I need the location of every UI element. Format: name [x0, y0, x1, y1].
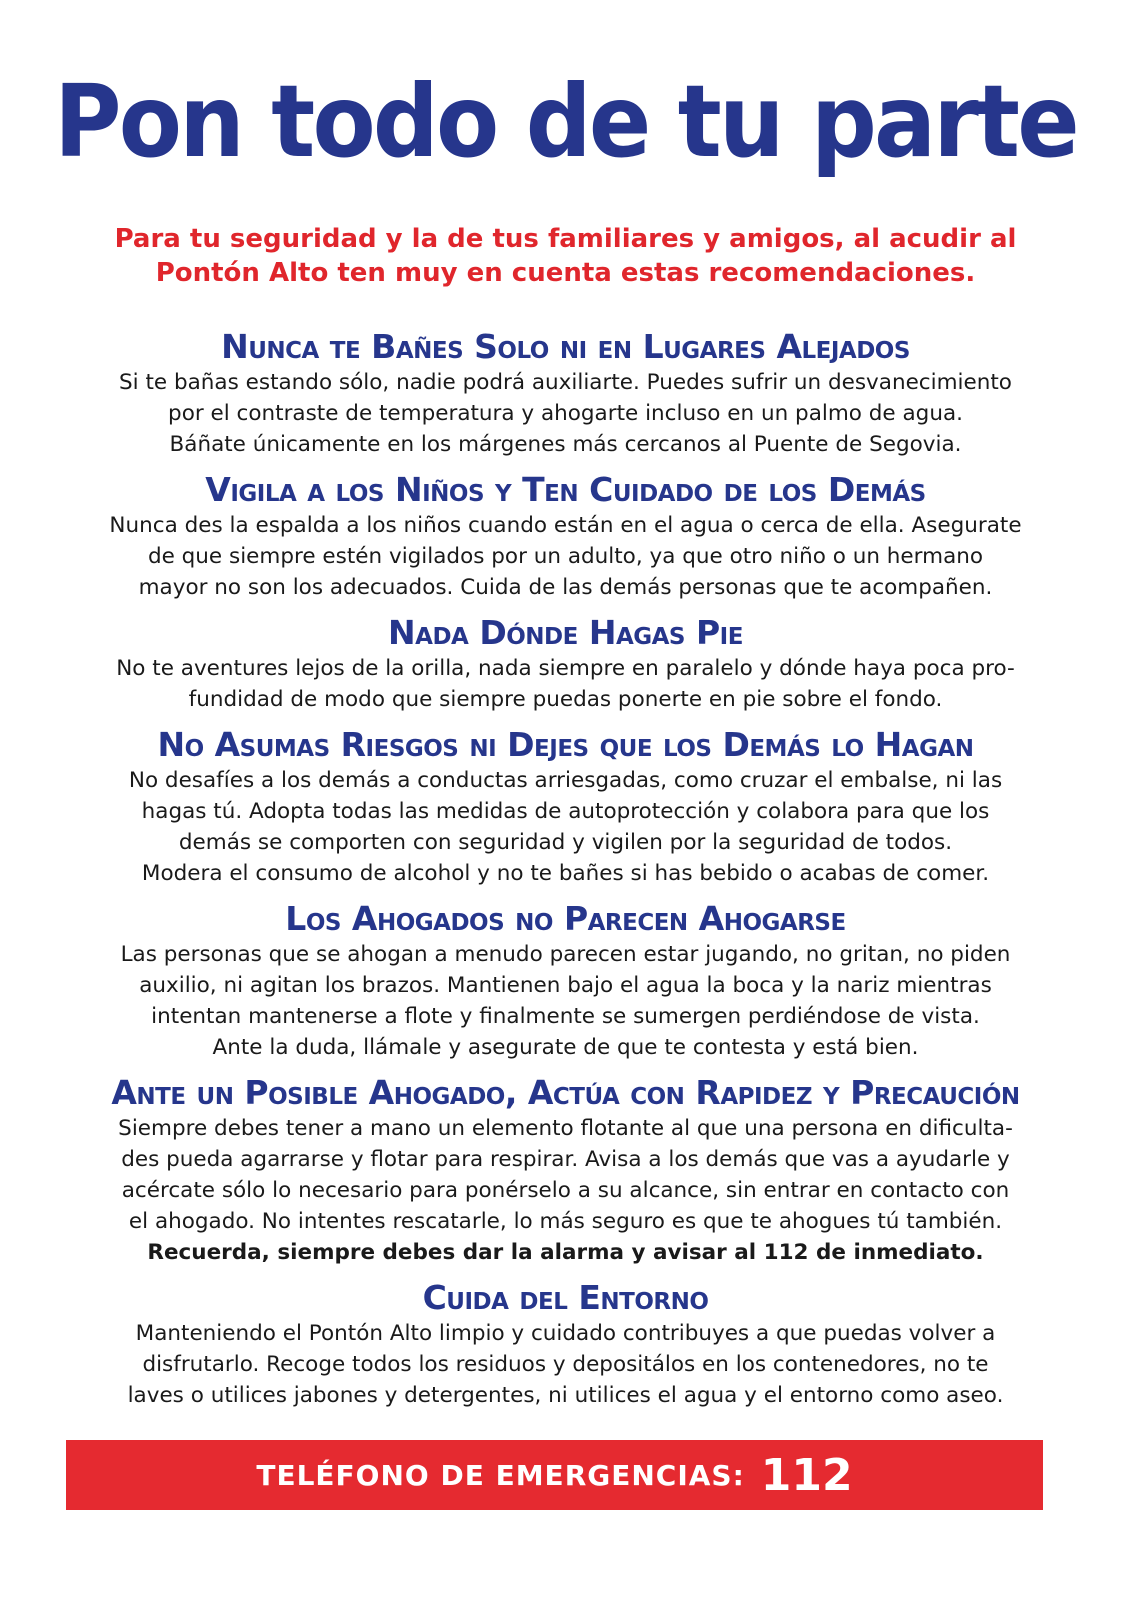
body-line: disfrutarlo. Recoge todos los residuos y depositálos en los contenedores, no te — [142, 1352, 989, 1377]
body-line: demás se comporten con seguridad y vigilen por la seguridad de todos. — [178, 830, 953, 855]
section-title: Ante un Posible Ahogado, Actúa con Rapidez y Precaución — [111, 1073, 1020, 1112]
section-drowning-signs — [55, 899, 1076, 1063]
section-title: Vigila a los Niños y Ten Cuidado de los Demás — [205, 470, 926, 509]
recommendations-list — [55, 327, 1076, 1421]
section-body — [55, 765, 1076, 889]
body-line: fundidad de modo que siempre puedas ponerte en pie sobre el fondo. — [188, 687, 943, 712]
body-line: Si te bañas estando sólo, nadie podrá auxiliarte. Puedes sufrir un desvanecimiento — [119, 370, 1012, 395]
section-body — [55, 510, 1076, 603]
body-line: por el contraste de temperatura y ahogarte incluso en un palmo de agua. — [168, 401, 963, 426]
section-title: No Asumas Riesgos ni Dejes que los Demás lo Hagan — [157, 725, 974, 764]
section-bathe-alone — [55, 327, 1076, 460]
body-line: laves o utilices jabones y detergentes, ni utilices el agua y el entorno como aseo. — [127, 1383, 1004, 1408]
body-line: Ante la duda, llámale y asegurate de que te contesta y está bien. — [212, 1035, 919, 1060]
section-title: Los Ahogados no Parecen Ahogarse — [285, 899, 846, 938]
section-title: Nada Dónde Hagas Pie — [388, 613, 743, 652]
body-line: Nunca des la espalda a los niños cuando están en el agua o cerca de ella. Asegurate — [109, 513, 1022, 538]
body-line: auxilio, ni agitan los brazos. Mantienen bajo el agua la boca y la nariz mientras — [139, 973, 992, 998]
body-line: Modera el consumo de alcohol y no te bañes si has bebido o acabas de comer. — [141, 861, 990, 886]
section-act-fast — [55, 1073, 1076, 1268]
section-environment — [55, 1278, 1076, 1411]
body-line: No desafíes a los demás a conductas arriesgadas, como cruzar el embalse, ni las — [128, 768, 1003, 793]
body-line: Siempre debes tener a mano un elemento flotante al que una persona en dificulta- — [118, 1116, 1013, 1141]
section-swim-shallow — [55, 613, 1076, 715]
body-line: hagas tú. Adopta todas las medidas de autoprotección y colabora para que los — [141, 799, 990, 824]
emergency-label: TELÉFONO DE EMERGENCIAS: — [256, 1458, 745, 1492]
section-body — [55, 367, 1076, 460]
body-line: de que siempre estén vigilados por un adulto, ya que otro niño o un hermano — [147, 544, 984, 569]
body-line: Las personas que se ahogan a menudo parecen estar jugando, no gritan, no piden — [120, 942, 1011, 967]
body-line: el ahogado. No intentes rescatarle, lo más seguro es que te ahogues tú también. — [128, 1209, 1003, 1234]
emphasis-line: Recuerda, siempre debes dar la alarma y avisar al 112 de inmediato. — [147, 1240, 984, 1265]
intro-text: Para tu seguridad y la de tus familiares y amigos, al acudir al Pontón Alto ten muy en cuenta estas recomendaciones. — [114, 224, 1017, 288]
body-line: Báñate únicamente en los márgenes más cercanos al Puente de Segovia. — [169, 432, 962, 457]
body-line: acércate sólo lo necesario para ponérselo a su alcance, sin entrar en contacto con — [121, 1178, 1010, 1203]
section-body — [55, 939, 1076, 1063]
body-line: des pueda agarrarse y flotar para respirar. Avisa a los demás que vas a ayudarle y — [121, 1147, 1010, 1172]
body-line: No te aventures lejos de la orilla, nada siempre en paralelo y dónde haya poca pro- — [116, 656, 1015, 681]
section-body — [55, 653, 1076, 715]
section-no-risks — [55, 725, 1076, 889]
section-body — [55, 1113, 1076, 1268]
emergency-banner — [66, 1440, 1043, 1510]
section-body — [55, 1318, 1076, 1411]
section-watch-children — [55, 470, 1076, 603]
emergency-number: 112 — [760, 1449, 853, 1501]
page-title: Pon todo de tu parte — [54, 63, 1077, 180]
body-line: mayor no son los adecuados. Cuida de las demás personas que te acompañen. — [138, 575, 993, 600]
body-line: Manteniendo el Pontón Alto limpio y cuidado contribuyes a que puedas volver a — [135, 1321, 996, 1346]
section-title: Cuida del Entorno — [422, 1278, 709, 1317]
section-title: Nunca te Bañes Solo ni en Lugares Alejados — [221, 327, 910, 366]
body-line: intentan mantenerse a flote y finalmente se sumergen perdiéndose de vista. — [151, 1004, 980, 1029]
